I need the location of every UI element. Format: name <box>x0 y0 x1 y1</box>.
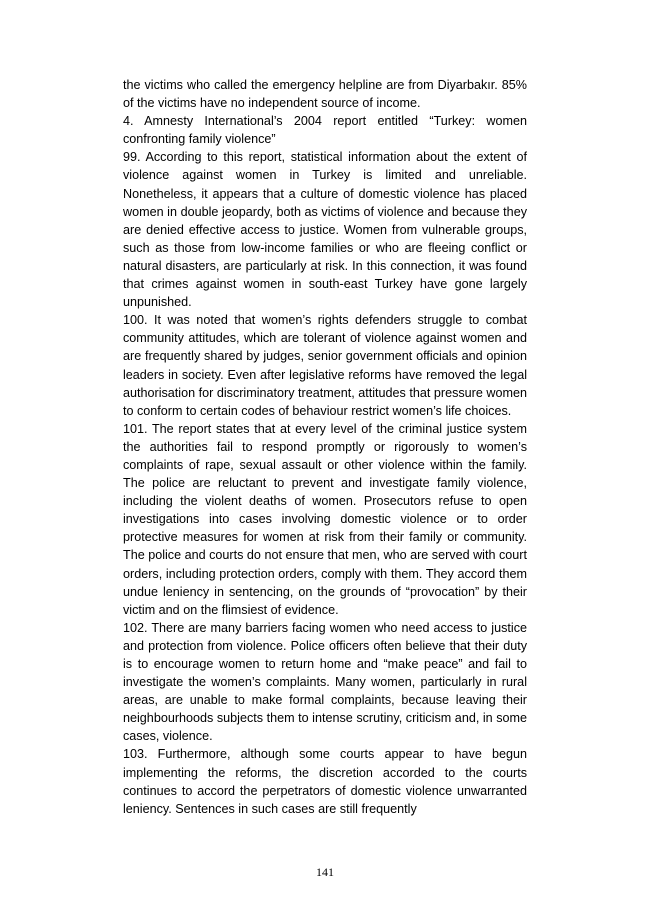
paragraph-99: 99. According to this report, statistical information about the extent of violence against women in Turkey is limited and unreliable. Nonetheless, it appears that a culture of domestic violence has placed women in double jeopardy, both as victims of violence and because they are denied effective access to justice. Women from vulnerable groups, such as those from low-income families or who are fleeing conflict or natural disasters, are particularly at risk. In this connection, it was found that crimes against women in south-east Turkey have gone largely unpunished. <box>123 150 527 310</box>
section-heading-4: 4. Amnesty International’s 2004 report entitled “Turkey: women confronting family violence” <box>123 114 527 147</box>
paragraph-100: 100. It was noted that women’s rights defenders struggle to combat community attitudes, which are tolerant of violence against women and are frequently shared by judges, senior government officials and opinion leaders in society. Even after legislative reforms have removed the legal authorisation for discriminatory treatment, attitudes that pressure women to conform to certain codes of behaviour restrict women’s life choices. <box>123 313 527 418</box>
page-number: 141 <box>316 865 334 879</box>
paragraph-continuation: the victims who called the emergency helpline are from Diyarbakır. 85% of the victims have no independent source of income. <box>123 78 527 111</box>
paragraph-103: 103. Furthermore, although some courts appear to have begun implementing the reforms, the discretion accorded to the courts continues to accord the perpetrators of domestic violence unwarranted leniency. Sentences in such cases are still frequently <box>123 747 527 816</box>
paragraph-102: 102. There are many barriers facing women who need access to justice and protection from violence. Police officers often believe that their duty is to encourage women to return home and “make peace” and fail to investigate the women’s complaints. Many women, particularly in rural areas, are unable to make formal complaints, because leaving their neighbourhoods subjects them to intense scrutiny, criticism and, in some cases, violence. <box>123 620 527 744</box>
body-text <box>123 76 527 818</box>
paragraph-101: 101. The report states that at every level of the criminal justice system the authorities fail to respond promptly or rigorously to women’s complaints of rape, sexual assault or other violence within the family. The police are reluctant to prevent and investigate family violence, including the violent deaths of women. Prosecutors refuse to open investigations into cases involving domestic violence or to order protective measures for women at risk from their family or community. The police and courts do not ensure that men, who are served with court orders, including protection orders, comply with them. They accord them undue leniency in sentencing, on the grounds of “provocation” by their victim and on the flimsiest of evidence. <box>123 421 527 617</box>
